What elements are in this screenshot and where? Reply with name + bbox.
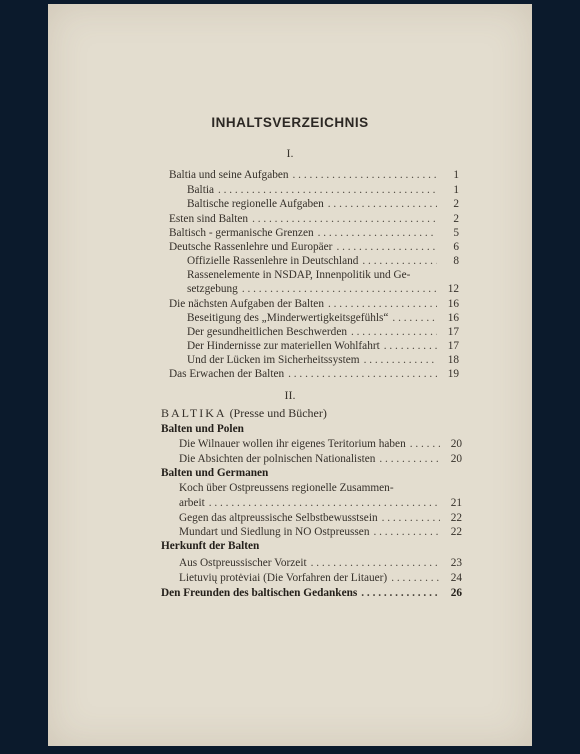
book-page bbox=[48, 4, 532, 746]
toc-entry: Der Hindernisse zur materiellen Wohlfahrt . . . 17 bbox=[187, 340, 459, 354]
toc-entry: Der gesundheitlichen Beschwerden . . . 17 bbox=[187, 326, 459, 340]
toc-entry-wrapped: Koch über Ostpreussens regionelle Zusammen- bbox=[179, 482, 394, 494]
toc-entry: Lietuvių protėviai (Die Vorfahren der Litauer) . . . 24 bbox=[179, 572, 462, 586]
toc-entry: Aus Ostpreussischer Vorzeit . . . 23 bbox=[179, 557, 462, 571]
group-title: Balten und Germanen bbox=[161, 467, 269, 479]
toc-heading: INHALTSVERZEICHNIS bbox=[211, 115, 369, 130]
toc-entry: arbeit . . . 21 bbox=[179, 497, 462, 511]
toc-entry: Baltia . . . 1 bbox=[187, 184, 459, 198]
group-title: Balten und Polen bbox=[161, 423, 244, 435]
toc-entry: Die Absichten der polnischen Nationalisten . . . 20 bbox=[179, 453, 462, 467]
toc-entry: Beseitigung des „Minderwertigkeitsgefühls“ . . . 16 bbox=[187, 312, 459, 326]
toc-entry: Das Erwachen der Balten . . . 19 bbox=[169, 368, 459, 382]
toc-entry: Mundart und Siedlung in NO Ostpreussen . . . 22 bbox=[179, 526, 462, 540]
toc-entry-wrapped: Rassenelemente in NSDAP, Innenpolitik und Ge- bbox=[187, 269, 411, 281]
toc-entry: Baltia und seine Aufgaben . . . 1 bbox=[169, 169, 459, 183]
toc-entry: Baltische regionelle Aufgaben . . . 2 bbox=[187, 198, 459, 212]
part-two-numeral: II. bbox=[284, 388, 296, 402]
toc-entry: Die Wilnauer wollen ihr eigenes Teritorium haben . . . 20 bbox=[179, 438, 462, 452]
baltika-heading: BALTIKA (Presse und Bücher) bbox=[161, 406, 327, 420]
group-title: Herkunft der Balten bbox=[161, 540, 260, 552]
toc-entry: Esten sind Balten . . . 2 bbox=[169, 213, 459, 227]
toc-entry: Und der Lücken im Sicherheitssystem . . . 18 bbox=[187, 354, 459, 368]
toc-entry: Offizielle Rassenlehre in Deutschland . . . 8 bbox=[187, 255, 459, 269]
toc-entry: Deutsche Rassenlehre und Europäer . . . 6 bbox=[169, 241, 459, 255]
toc-entry: Gegen das altpreussische Selbstbewusstsein . . . 22 bbox=[179, 512, 462, 526]
toc-entry: setzgebung . . . 12 bbox=[187, 283, 459, 297]
toc-entry-final: Den Freunden des baltischen Gedankens . . . 26 bbox=[161, 587, 462, 601]
part-one-numeral: I. bbox=[286, 146, 294, 160]
toc-entry: Die nächsten Aufgaben der Balten . . . 16 bbox=[169, 298, 459, 312]
toc-entry: Baltisch - germanische Grenzen . . . 5 bbox=[169, 227, 459, 241]
